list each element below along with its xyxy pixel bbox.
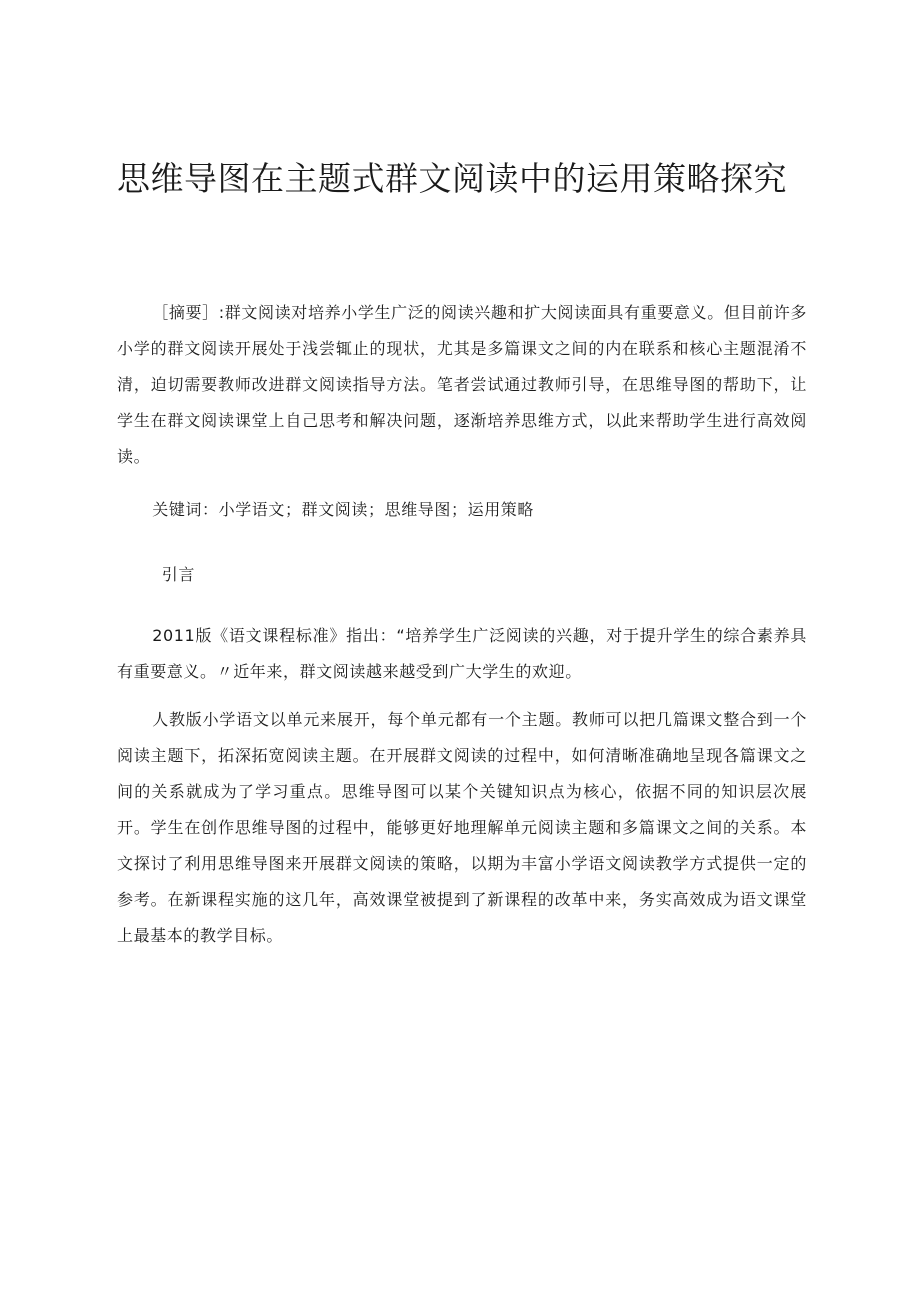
body-paragraph-1: 2011版《语文课程标准》指出：“培养学生广泛阅读的兴趣，对于提升学生的综合素养具有重要意义。〃近年来，群文阅读越来越受到广大学生的欢迎。 bbox=[117, 626, 807, 681]
abstract-paragraph: ［摘要］:群文阅读对培养小学生广泛的阅读兴趣和扩大阅读面具有重要意义。但目前许多小学的群文阅读开展处于浅尝辄止的现状，尤其是多篇课文之间的内在联系和核心主题混淆不清，迫切需要教师改进群文阅读指导方法。笔者尝试通过教师引导，在思维导图的帮助下，让学生在群文阅读课堂上自己思考和解决问题，逐渐培养思维方式，以此来帮助学生进行高效阅读。 bbox=[117, 303, 807, 466]
keywords-line: 关键词：小学语文；群文阅读；思维导图；运用策略 bbox=[152, 500, 534, 519]
body-paragraph-2: 人教版小学语文以单元来展开，每个单元都有一个主题。教师可以把几篇课文整合到一个阅读主题下，拓深拓宽阅读主题。在开展群文阅读的过程中，如何清晰准确地呈现各篇课文之间的关系就成为了学习重点。思维导图可以某个关键知识点为核心，依据不同的知识层次展开。学生在创作思维导图的过程中，能够更好地理解单元阅读主题和多篇课文之间的关系。本文探讨了利用思维导图来开展群文阅读的策略，以期为丰富小学语文阅读教学方式提供一定的参考。在新课程实施的这几年，高效课堂被提到了新课程的改革中来，务实高效成为语文课堂上最基本的教学目标。 bbox=[117, 710, 807, 945]
intro-heading: 引言 bbox=[161, 565, 195, 584]
document-title: 思维导图在主题式群文阅读中的运用策略探究 bbox=[117, 159, 787, 198]
